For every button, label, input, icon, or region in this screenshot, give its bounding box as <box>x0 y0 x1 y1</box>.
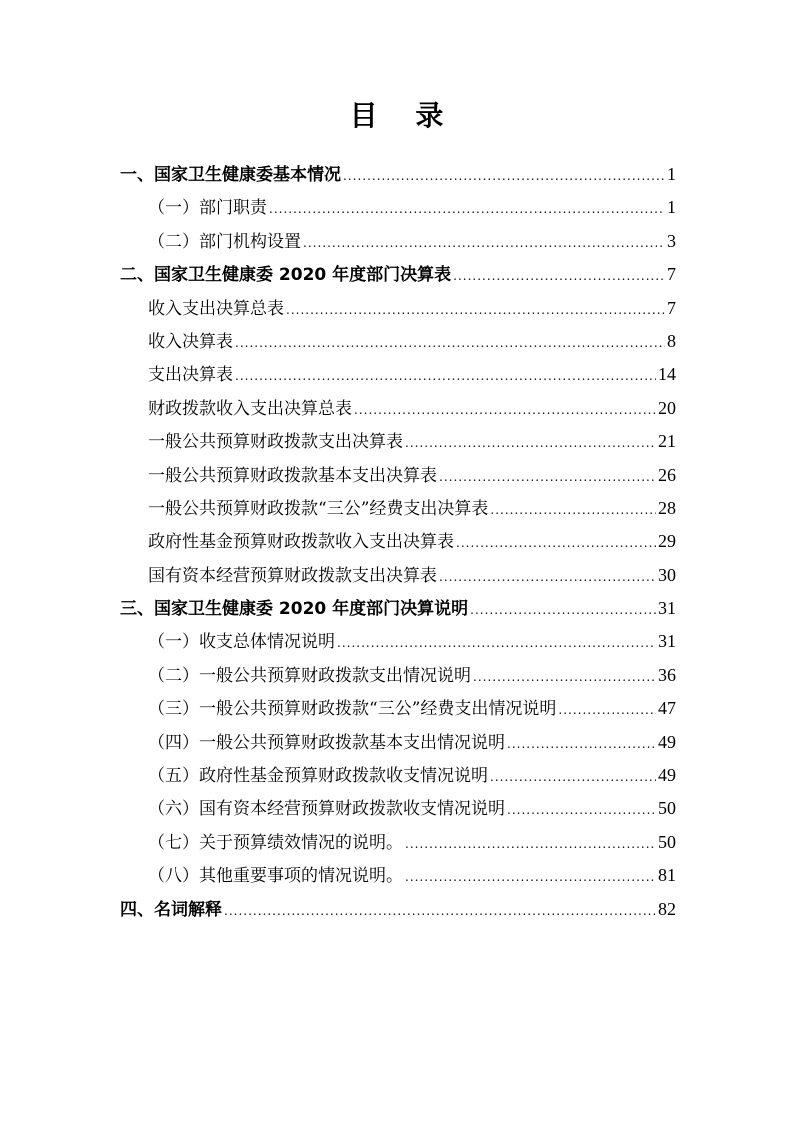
toc-entry-page-number: 28 <box>658 497 676 518</box>
dot-leader <box>453 260 665 293</box>
dot-leader <box>235 327 665 360</box>
dot-leader <box>439 561 656 594</box>
dot-leader <box>286 294 665 327</box>
toc-entry-label: 一、国家卫生健康委基本情况 <box>120 165 341 185</box>
toc-entry-page-number: 1 <box>667 197 676 218</box>
toc-entry-page-number: 36 <box>658 664 676 685</box>
toc-entry-page-number: 82 <box>658 898 676 919</box>
dot-leader <box>490 761 656 794</box>
dot-leader <box>269 193 665 226</box>
toc-entry-label: （二）部门机构设置 <box>148 231 301 252</box>
toc-entry-label: 财政拨款收入支出决算总表 <box>148 398 352 419</box>
dot-leader <box>405 861 656 894</box>
toc-entry[interactable] <box>120 225 676 258</box>
toc-entry-page-number: 31 <box>658 631 676 652</box>
toc-entry-page-number: 50 <box>658 831 676 852</box>
toc-entry-page-number: 26 <box>658 464 676 485</box>
toc-entry[interactable] <box>120 358 676 391</box>
toc-entry-label: 二、国家卫生健康委 2020 年度部门决算表 <box>120 265 452 286</box>
toc-entry-page-number: 20 <box>658 397 676 418</box>
dot-leader <box>507 794 656 827</box>
dot-leader <box>405 427 656 460</box>
toc-entry-page-number: 50 <box>658 798 676 819</box>
toc-entry-label: 三、国家卫生健康委 2020 年度部门决算说明 <box>120 599 469 620</box>
toc-entry-page-number: 3 <box>667 230 676 251</box>
dot-leader <box>354 394 656 427</box>
toc-entry-page-number: 47 <box>658 698 676 719</box>
toc-entry-page-number: 8 <box>667 330 676 351</box>
dot-leader <box>558 694 656 727</box>
toc-entry-page-number: 21 <box>658 431 676 452</box>
toc-entry[interactable] <box>120 726 676 759</box>
dot-leader <box>337 627 656 660</box>
dot-leader <box>343 160 665 193</box>
toc-entry[interactable] <box>120 659 676 692</box>
dot-leader <box>470 594 656 627</box>
toc-entry-label: 收入支出决算总表 <box>148 298 284 319</box>
dot-leader <box>439 461 656 494</box>
dot-leader <box>303 227 665 260</box>
toc-entry[interactable] <box>120 893 676 926</box>
toc-entry-label: 一般公共预算财政拨款支出决算表 <box>148 432 403 453</box>
dot-leader <box>456 527 656 560</box>
toc-entry[interactable] <box>120 692 676 725</box>
dot-leader <box>490 494 656 527</box>
toc-entry-label: （六）国有资本经营预算财政拨款收支情况说明 <box>148 799 505 820</box>
toc-entry-label: 一般公共预算财政拨款“三公”经费支出决算表 <box>148 498 489 519</box>
toc-entry-label: （一）收支总体情况说明 <box>148 632 335 653</box>
toc-entry[interactable] <box>120 826 676 859</box>
toc-entry-page-number: 29 <box>658 531 676 552</box>
toc-entry-page-number: 30 <box>658 564 676 585</box>
toc-entry-page-number: 31 <box>658 598 676 619</box>
toc-entry-page-number: 7 <box>667 264 676 285</box>
toc-entry-page-number: 7 <box>667 297 676 318</box>
dot-leader <box>224 895 656 928</box>
toc-entry-page-number: 81 <box>658 865 676 886</box>
toc-entry-label: 支出决算表 <box>148 365 233 386</box>
toc-entry[interactable] <box>120 392 676 425</box>
toc-entry-page-number: 14 <box>658 364 676 385</box>
toc-entry-label: （二）一般公共预算财政拨款支出情况说明 <box>148 665 471 686</box>
toc-entry-label: 一般公共预算财政拨款基本支出决算表 <box>148 465 437 486</box>
toc-entry[interactable] <box>120 425 676 458</box>
toc-entry-label: （七）关于预算绩效情况的说明。 <box>148 832 403 853</box>
toc-entry[interactable] <box>120 191 676 224</box>
toc-entry-label: 收入决算表 <box>148 331 233 352</box>
toc-entry[interactable] <box>120 559 676 592</box>
toc-entry-page-number: 1 <box>667 164 676 184</box>
toc-entry[interactable] <box>120 592 676 625</box>
toc-entry-label: （三）一般公共预算财政拨款“三公”经费支出情况说明 <box>148 699 557 720</box>
toc-entry[interactable] <box>120 292 676 325</box>
toc-entry[interactable] <box>120 859 676 892</box>
toc-entry[interactable] <box>120 525 676 558</box>
toc-entry-label: （一）部门职责 <box>148 198 267 219</box>
toc-entry[interactable] <box>120 625 676 658</box>
toc-entry-page-number: 49 <box>658 731 676 752</box>
dot-leader <box>235 360 656 393</box>
toc-entry[interactable] <box>120 158 676 191</box>
toc-entry[interactable] <box>120 492 676 525</box>
toc-entry[interactable] <box>120 258 676 291</box>
toc-entry-label: （八）其他重要事项的情况说明。 <box>148 866 403 887</box>
dot-leader <box>473 661 656 694</box>
dot-leader <box>507 728 656 761</box>
toc-entry-label: （五）政府性基金预算财政拨款收支情况说明 <box>148 766 488 787</box>
toc-entry-label: （四）一般公共预算财政拨款基本支出情况说明 <box>148 732 505 753</box>
toc-entry[interactable] <box>120 792 676 825</box>
toc-entry[interactable] <box>120 325 676 358</box>
page-title: 目 录 <box>349 99 458 132</box>
table-of-contents <box>120 158 676 926</box>
toc-entry-page-number: 49 <box>658 765 676 786</box>
toc-entry[interactable] <box>120 759 676 792</box>
toc-entry[interactable] <box>120 459 676 492</box>
toc-entry-label: 国有资本经营预算财政拨款支出决算表 <box>148 565 437 586</box>
toc-entry-label: 四、名词解释 <box>120 899 222 920</box>
toc-entry-label: 政府性基金预算财政拨款收入支出决算表 <box>148 532 454 553</box>
dot-leader <box>405 828 656 861</box>
